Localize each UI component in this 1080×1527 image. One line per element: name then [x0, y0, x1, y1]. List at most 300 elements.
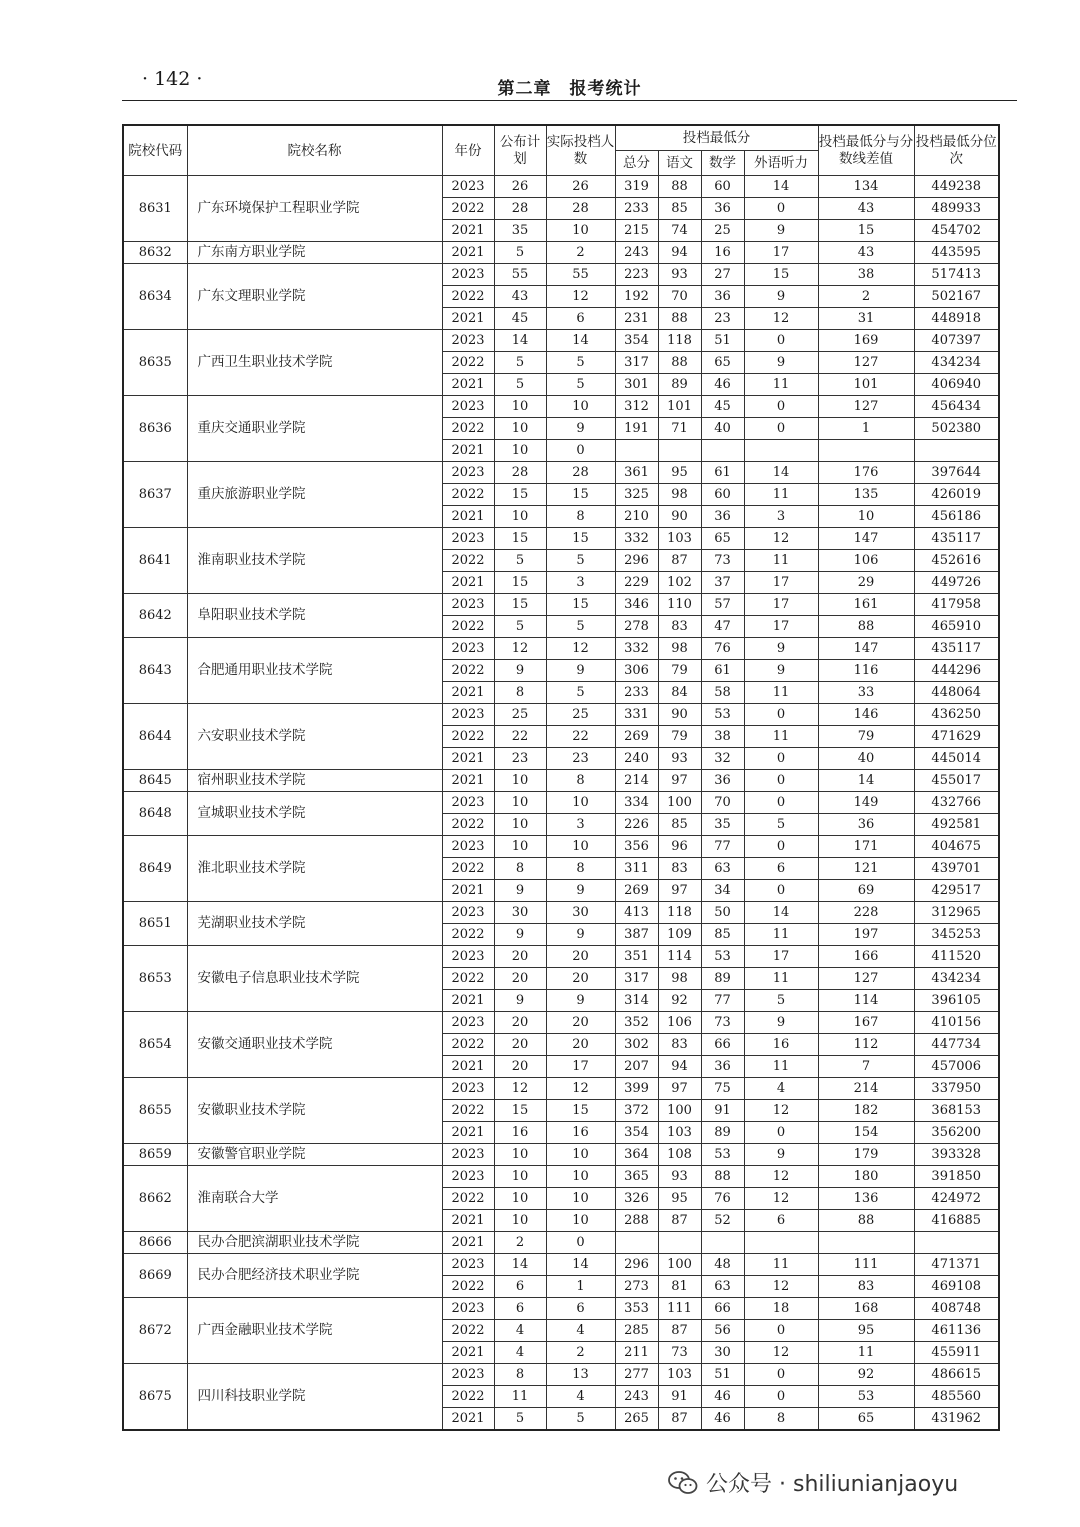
cell-actual: 23 [546, 748, 615, 770]
cell-chinese: 118 [658, 330, 701, 352]
col-min-score-group-header: 投档最低分 [615, 125, 818, 151]
cell-rank: 455911 [914, 1342, 999, 1364]
cell-foreign: 6 [744, 1210, 818, 1232]
cell-total: 265 [615, 1408, 658, 1431]
cell-diff: 43 [818, 242, 914, 264]
cell-chinese: 88 [658, 352, 701, 374]
cell-total: 365 [615, 1166, 658, 1188]
cell-total: 243 [615, 1386, 658, 1408]
cell-year: 2021 [442, 308, 494, 330]
cell-foreign: 16 [744, 1034, 818, 1056]
cell-total: 273 [615, 1276, 658, 1298]
cell-chinese: 109 [658, 924, 701, 946]
cell-total: 352 [615, 1012, 658, 1034]
cell-chinese: 97 [658, 1078, 701, 1100]
cell-year: 2023 [442, 1254, 494, 1276]
school-name: 重庆交通职业学院 [187, 396, 442, 462]
cell-foreign: 11 [744, 726, 818, 748]
cell-rank: 448918 [914, 308, 999, 330]
cell-plan: 9 [494, 660, 546, 682]
table-row [123, 1078, 999, 1100]
cell-year: 2023 [442, 946, 494, 968]
table-row [123, 528, 999, 550]
cell-chinese: 95 [658, 1188, 701, 1210]
table-row [123, 1144, 999, 1166]
cell-rank: 452616 [914, 550, 999, 572]
cell-year: 2022 [442, 1188, 494, 1210]
cell-math: 75 [701, 1078, 744, 1100]
cell-foreign: 0 [744, 330, 818, 352]
table-row [123, 836, 999, 858]
cell-chinese: 83 [658, 1034, 701, 1056]
cell-actual: 10 [546, 1188, 615, 1210]
cell-plan: 30 [494, 902, 546, 924]
cell-total: 223 [615, 264, 658, 286]
cell-rank: 397644 [914, 462, 999, 484]
school-name: 淮北职业技术学院 [187, 836, 442, 902]
cell-diff: 168 [818, 1298, 914, 1320]
table-row [123, 396, 999, 418]
cell-math: 37 [701, 572, 744, 594]
cell-year: 2021 [442, 1232, 494, 1254]
cell-plan: 10 [494, 792, 546, 814]
cell-plan: 8 [494, 682, 546, 704]
cell-rank: 393328 [914, 1144, 999, 1166]
cell-actual: 6 [546, 308, 615, 330]
cell-diff: 147 [818, 638, 914, 660]
cell-total: 353 [615, 1298, 658, 1320]
cell-actual: 1 [546, 1276, 615, 1298]
school-code: 8634 [123, 264, 187, 330]
cell-plan: 15 [494, 484, 546, 506]
cell-actual: 12 [546, 638, 615, 660]
cell-math: 61 [701, 660, 744, 682]
cell-actual: 8 [546, 770, 615, 792]
cell-foreign: 11 [744, 682, 818, 704]
cell-total: 296 [615, 550, 658, 572]
cell-rank: 410156 [914, 1012, 999, 1034]
cell-rank: 337950 [914, 1078, 999, 1100]
cell-diff: 176 [818, 462, 914, 484]
cell-year: 2021 [442, 440, 494, 462]
cell-total: 215 [615, 220, 658, 242]
cell-year: 2023 [442, 1012, 494, 1034]
cell-chinese: 118 [658, 902, 701, 924]
cell-diff: 127 [818, 396, 914, 418]
cell-math: 46 [701, 1386, 744, 1408]
cell-total: 231 [615, 308, 658, 330]
cell-rank: 312965 [914, 902, 999, 924]
cell-total: 301 [615, 374, 658, 396]
cell-year: 2022 [442, 616, 494, 638]
cell-plan: 26 [494, 176, 546, 198]
cell-diff: 79 [818, 726, 914, 748]
cell-year: 2023 [442, 792, 494, 814]
cell-math: 30 [701, 1342, 744, 1364]
cell-total: 346 [615, 594, 658, 616]
school-code: 8632 [123, 242, 187, 264]
table-row [123, 242, 999, 264]
cell-math: 38 [701, 726, 744, 748]
cell-diff: 114 [818, 990, 914, 1012]
cell-year: 2023 [442, 1298, 494, 1320]
cell-chinese: 73 [658, 1342, 701, 1364]
school-name: 宣城职业技术学院 [187, 792, 442, 836]
cell-year: 2021 [442, 220, 494, 242]
cell-chinese: 87 [658, 550, 701, 572]
cell-year: 2021 [442, 682, 494, 704]
cell-diff [818, 440, 914, 462]
cell-plan: 10 [494, 440, 546, 462]
cell-chinese: 100 [658, 1254, 701, 1276]
cell-rank: 461136 [914, 1320, 999, 1342]
cell-diff: 92 [818, 1364, 914, 1386]
cell-diff: 31 [818, 308, 914, 330]
cell-actual: 5 [546, 616, 615, 638]
cell-chinese: 93 [658, 264, 701, 286]
table-row [123, 594, 999, 616]
cell-diff: 69 [818, 880, 914, 902]
cell-foreign: 11 [744, 1254, 818, 1276]
cell-chinese: 100 [658, 1100, 701, 1122]
cell-math: 36 [701, 506, 744, 528]
cell-diff: 166 [818, 946, 914, 968]
cell-math: 25 [701, 220, 744, 242]
school-code: 8637 [123, 462, 187, 528]
cell-chinese: 114 [658, 946, 701, 968]
cell-plan: 5 [494, 1408, 546, 1431]
cell-chinese [658, 440, 701, 462]
cell-foreign: 14 [744, 176, 818, 198]
cell-math [701, 1232, 744, 1254]
cell-total: 399 [615, 1078, 658, 1100]
col-foreign-header: 外语听力 [744, 151, 818, 176]
cell-plan: 11 [494, 1386, 546, 1408]
school-code: 8666 [123, 1232, 187, 1254]
cell-plan: 14 [494, 330, 546, 352]
cell-actual: 2 [546, 1342, 615, 1364]
cell-math: 65 [701, 352, 744, 374]
school-name: 阜阳职业技术学院 [187, 594, 442, 638]
cell-rank: 411520 [914, 946, 999, 968]
col-chinese-header: 语文 [658, 151, 701, 176]
cell-diff: 10 [818, 506, 914, 528]
cell-year: 2023 [442, 176, 494, 198]
cell-chinese: 81 [658, 1276, 701, 1298]
cell-year: 2021 [442, 374, 494, 396]
cell-year: 2022 [442, 660, 494, 682]
school-code: 8631 [123, 176, 187, 242]
cell-diff: 136 [818, 1188, 914, 1210]
cell-actual: 4 [546, 1386, 615, 1408]
cell-total: 302 [615, 1034, 658, 1056]
cell-rank: 391850 [914, 1166, 999, 1188]
cell-rank: 435117 [914, 528, 999, 550]
cell-rank: 517413 [914, 264, 999, 286]
footer-text: 公众号 · shiliunianjaoyu [706, 1472, 959, 1497]
cell-chinese: 92 [658, 990, 701, 1012]
cell-rank: 432766 [914, 792, 999, 814]
table-row [123, 770, 999, 792]
table-row [123, 330, 999, 352]
cell-year: 2021 [442, 990, 494, 1012]
cell-actual: 8 [546, 506, 615, 528]
cell-plan: 10 [494, 1188, 546, 1210]
cell-year: 2023 [442, 594, 494, 616]
cell-math: 85 [701, 924, 744, 946]
cell-chinese: 111 [658, 1298, 701, 1320]
cell-diff: 182 [818, 1100, 914, 1122]
cell-plan: 10 [494, 836, 546, 858]
cell-math: 56 [701, 1320, 744, 1342]
cell-total [615, 1232, 658, 1254]
cell-foreign: 0 [744, 748, 818, 770]
cell-chinese: 100 [658, 792, 701, 814]
cell-math: 32 [701, 748, 744, 770]
cell-year: 2022 [442, 352, 494, 374]
cell-foreign: 0 [744, 880, 818, 902]
cell-rank: 444296 [914, 660, 999, 682]
cell-rank: 417958 [914, 594, 999, 616]
cell-actual: 0 [546, 1232, 615, 1254]
cell-diff: 83 [818, 1276, 914, 1298]
page-header [122, 60, 1017, 108]
cell-total: 226 [615, 814, 658, 836]
cell-plan: 8 [494, 1364, 546, 1386]
cell-diff: 161 [818, 594, 914, 616]
cell-foreign: 18 [744, 1298, 818, 1320]
cell-chinese: 102 [658, 572, 701, 594]
cell-plan: 15 [494, 594, 546, 616]
cell-diff: 197 [818, 924, 914, 946]
cell-total: 361 [615, 462, 658, 484]
cell-plan: 10 [494, 396, 546, 418]
cell-plan: 43 [494, 286, 546, 308]
school-name: 广东环境保护工程职业学院 [187, 176, 442, 242]
cell-chinese: 94 [658, 242, 701, 264]
school-code: 8644 [123, 704, 187, 770]
cell-diff: 65 [818, 1408, 914, 1431]
cell-diff: 53 [818, 1386, 914, 1408]
cell-actual: 5 [546, 1408, 615, 1431]
cell-total: 354 [615, 330, 658, 352]
cell-foreign [744, 1232, 818, 1254]
cell-diff: 88 [818, 1210, 914, 1232]
cell-year: 2022 [442, 924, 494, 946]
cell-total: 306 [615, 660, 658, 682]
cell-math: 57 [701, 594, 744, 616]
cell-actual: 10 [546, 1144, 615, 1166]
cell-diff: 15 [818, 220, 914, 242]
cell-rank: 469108 [914, 1276, 999, 1298]
cell-math: 36 [701, 198, 744, 220]
cell-actual: 10 [546, 1166, 615, 1188]
cell-math: 77 [701, 990, 744, 1012]
col-code-header: 院校代码 [123, 125, 187, 176]
cell-year: 2022 [442, 1386, 494, 1408]
school-name: 重庆旅游职业学院 [187, 462, 442, 528]
cell-foreign: 0 [744, 396, 818, 418]
cell-math: 50 [701, 902, 744, 924]
school-name: 淮南联合大学 [187, 1166, 442, 1232]
table-row [123, 1298, 999, 1320]
cell-plan: 6 [494, 1298, 546, 1320]
cell-actual: 5 [546, 682, 615, 704]
cell-rank: 471629 [914, 726, 999, 748]
cell-total: 351 [615, 946, 658, 968]
school-code: 8635 [123, 330, 187, 396]
cell-rank: 456434 [914, 396, 999, 418]
cell-diff: 179 [818, 1144, 914, 1166]
cell-plan: 10 [494, 814, 546, 836]
cell-total: 207 [615, 1056, 658, 1078]
chapter-title: 第二章 报考统计 [497, 79, 642, 99]
school-code: 8642 [123, 594, 187, 638]
cell-diff: 121 [818, 858, 914, 880]
cell-plan: 20 [494, 1034, 546, 1056]
cell-plan: 2 [494, 1232, 546, 1254]
cell-rank: 457006 [914, 1056, 999, 1078]
cell-chinese: 87 [658, 1408, 701, 1431]
table-row [123, 1364, 999, 1386]
cell-total: 413 [615, 902, 658, 924]
cell-total: 214 [615, 770, 658, 792]
cell-total: 296 [615, 1254, 658, 1276]
cell-foreign: 0 [744, 1122, 818, 1144]
cell-rank: 345253 [914, 924, 999, 946]
cell-rank: 431962 [914, 1408, 999, 1431]
cell-rank: 439701 [914, 858, 999, 880]
cell-rank: 449726 [914, 572, 999, 594]
cell-math: 77 [701, 836, 744, 858]
cell-rank: 407397 [914, 330, 999, 352]
cell-chinese: 93 [658, 748, 701, 770]
cell-rank: 426019 [914, 484, 999, 506]
cell-total: 288 [615, 1210, 658, 1232]
cell-year: 2021 [442, 880, 494, 902]
cell-foreign: 5 [744, 814, 818, 836]
cell-plan: 6 [494, 1276, 546, 1298]
cell-diff: 38 [818, 264, 914, 286]
cell-plan: 25 [494, 704, 546, 726]
cell-actual: 20 [546, 1012, 615, 1034]
cell-rank: 434234 [914, 352, 999, 374]
col-total-header: 总分 [615, 151, 658, 176]
cell-year: 2022 [442, 484, 494, 506]
cell-foreign: 11 [744, 1056, 818, 1078]
cell-rank: 447734 [914, 1034, 999, 1056]
table-row [123, 1232, 999, 1254]
cell-chinese: 85 [658, 814, 701, 836]
cell-actual: 2 [546, 242, 615, 264]
cell-math: 91 [701, 1100, 744, 1122]
cell-math: 58 [701, 682, 744, 704]
cell-foreign: 14 [744, 462, 818, 484]
cell-chinese: 106 [658, 1012, 701, 1034]
cell-rank: 449238 [914, 176, 999, 198]
cell-rank: 485560 [914, 1386, 999, 1408]
cell-diff: 111 [818, 1254, 914, 1276]
school-name: 广东南方职业学院 [187, 242, 442, 264]
cell-actual: 15 [546, 594, 615, 616]
cell-plan: 28 [494, 462, 546, 484]
cell-plan: 15 [494, 528, 546, 550]
school-name: 民办合肥滨湖职业技术学院 [187, 1232, 442, 1254]
school-code: 8643 [123, 638, 187, 704]
cell-rank: 396105 [914, 990, 999, 1012]
cell-foreign: 0 [744, 1386, 818, 1408]
table-row [123, 902, 999, 924]
cell-diff: 112 [818, 1034, 914, 1056]
cell-year: 2023 [442, 330, 494, 352]
cell-foreign: 12 [744, 308, 818, 330]
cell-actual: 20 [546, 946, 615, 968]
cell-foreign: 11 [744, 484, 818, 506]
cell-actual: 10 [546, 792, 615, 814]
col-plan-header: 公布计划 [494, 125, 546, 176]
cell-actual: 12 [546, 1078, 615, 1100]
cell-diff: 2 [818, 286, 914, 308]
cell-chinese: 87 [658, 1320, 701, 1342]
cell-year: 2021 [442, 1342, 494, 1364]
table-body [123, 176, 999, 1431]
cell-math: 63 [701, 858, 744, 880]
cell-total: 372 [615, 1100, 658, 1122]
col-rank-header: 投档最低分位次 [914, 125, 999, 176]
cell-year: 2022 [442, 1320, 494, 1342]
cell-chinese: 110 [658, 594, 701, 616]
cell-foreign: 0 [744, 704, 818, 726]
admission-table [122, 124, 1000, 1431]
table-row [123, 704, 999, 726]
cell-rank [914, 440, 999, 462]
cell-year: 2023 [442, 836, 494, 858]
cell-year: 2022 [442, 1276, 494, 1298]
school-code: 8651 [123, 902, 187, 946]
cell-year: 2022 [442, 418, 494, 440]
school-code: 8649 [123, 836, 187, 902]
cell-actual: 28 [546, 198, 615, 220]
col-actual-header: 实际投档人数 [546, 125, 615, 176]
cell-actual: 10 [546, 836, 615, 858]
cell-diff: 95 [818, 1320, 914, 1342]
col-year-header: 年份 [442, 125, 494, 176]
cell-year: 2022 [442, 198, 494, 220]
cell-plan: 5 [494, 616, 546, 638]
school-code: 8636 [123, 396, 187, 462]
cell-math: 16 [701, 242, 744, 264]
cell-math: 40 [701, 418, 744, 440]
cell-foreign: 0 [744, 418, 818, 440]
cell-year: 2023 [442, 462, 494, 484]
cell-foreign: 11 [744, 550, 818, 572]
cell-diff: 101 [818, 374, 914, 396]
cell-chinese: 103 [658, 1364, 701, 1386]
cell-diff: 116 [818, 660, 914, 682]
cell-math: 36 [701, 1056, 744, 1078]
cell-math: 46 [701, 1408, 744, 1431]
cell-diff: 29 [818, 572, 914, 594]
cell-plan: 4 [494, 1342, 546, 1364]
cell-year: 2023 [442, 396, 494, 418]
cell-diff: 149 [818, 792, 914, 814]
cell-plan: 55 [494, 264, 546, 286]
cell-foreign: 9 [744, 1144, 818, 1166]
cell-plan: 5 [494, 352, 546, 374]
cell-actual: 15 [546, 484, 615, 506]
cell-math: 53 [701, 1144, 744, 1166]
cell-actual: 6 [546, 1298, 615, 1320]
